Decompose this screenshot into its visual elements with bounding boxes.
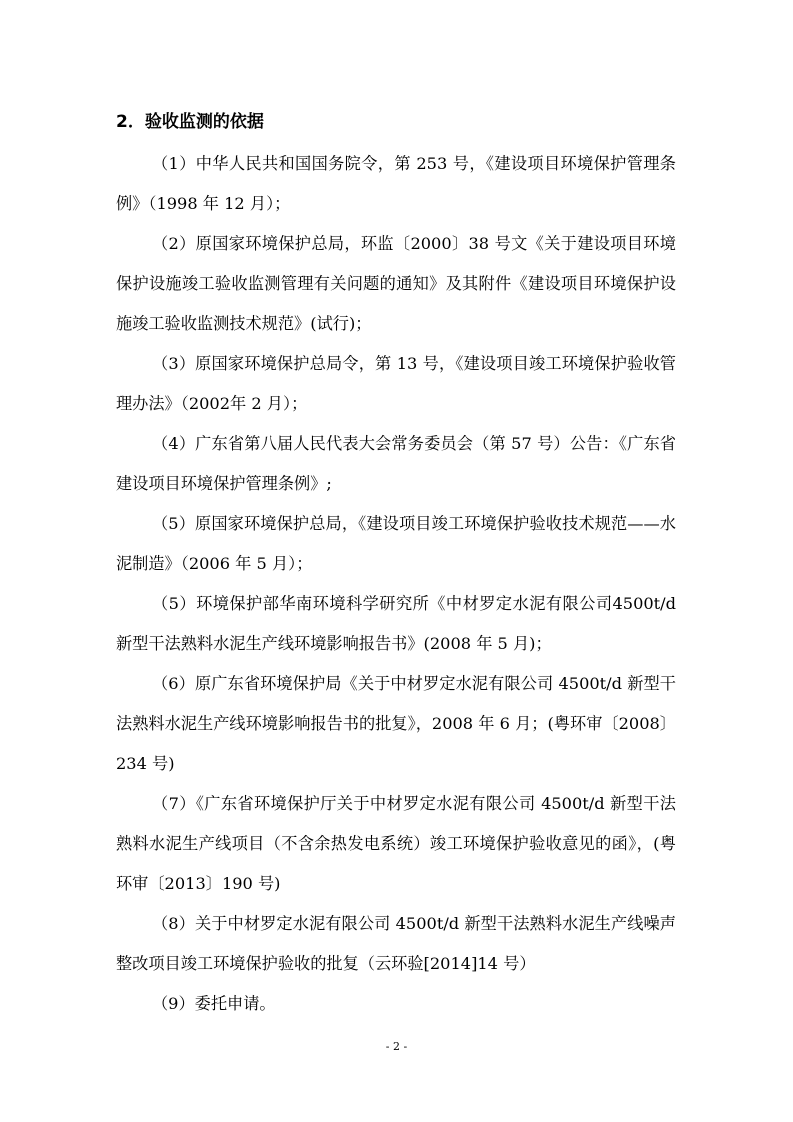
basis-item-9: （9）委托申请。 bbox=[152, 994, 276, 1013]
page-number: - 2 - bbox=[385, 1040, 408, 1053]
basis-item-1: （1）中华人民共和国国务院令，第 253 号，《建设项目环境保护管理条例》（1998 年 12 月）； bbox=[116, 154, 676, 213]
basis-item-5b: （5）环境保护部华南环境科学研究所《中材罗定水泥有限公司4500t/d 新型干法熟料水泥生产线环境影响报告书》(2008 年 5 月)； bbox=[116, 594, 676, 653]
basis-item-8: （8）关于中材罗定水泥有限公司 4500t/d 新型干法熟料水泥生产线噪声整改项目竣工环境保护验收的批复（云环验[2014]14 号） bbox=[116, 914, 676, 973]
basis-item-5a: （5）原国家环境保护总局，《建设项目竣工环境保护验收技术规范——水泥制造》（2006 年 5 月）； bbox=[116, 514, 676, 573]
page-content bbox=[116, 104, 676, 1024]
basis-item-4: （4）广东省第八届人民代表大会常务委员会（第 57 号）公告：《广东省建设项目环境保护管理条例》; bbox=[116, 434, 676, 493]
basis-item-3: （3）原国家环境保护总局令，第 13 号，《建设项目竣工环境保护验收管理办法》（2002年 2 月）； bbox=[116, 354, 676, 413]
basis-item-7: （7）《广东省环境保护厅关于中材罗定水泥有限公司 4500t/d 新型干法熟料水泥生产线项目（不含余热发电系统）竣工环境保护验收意见的函》，(粤环审〔2013〕190 号) bbox=[116, 794, 676, 893]
basis-item-2: （2）原国家环境保护总局，环监〔2000〕38 号文《关于建设项目环境保护设施竣工验收监测管理有关问题的通知》及其附件《建设项目环境保护设施竣工验收监测技术规范》(试行)； bbox=[116, 234, 676, 333]
basis-item-6: （6）原广东省环境保护局《关于中材罗定水泥有限公司 4500t/d 新型干法熟料水泥生产线环境影响报告书的批复》，2008 年 6 月；(粤环审〔2008〕234 号) bbox=[116, 674, 676, 773]
section-heading: 2．验收监测的依据 bbox=[116, 112, 264, 132]
